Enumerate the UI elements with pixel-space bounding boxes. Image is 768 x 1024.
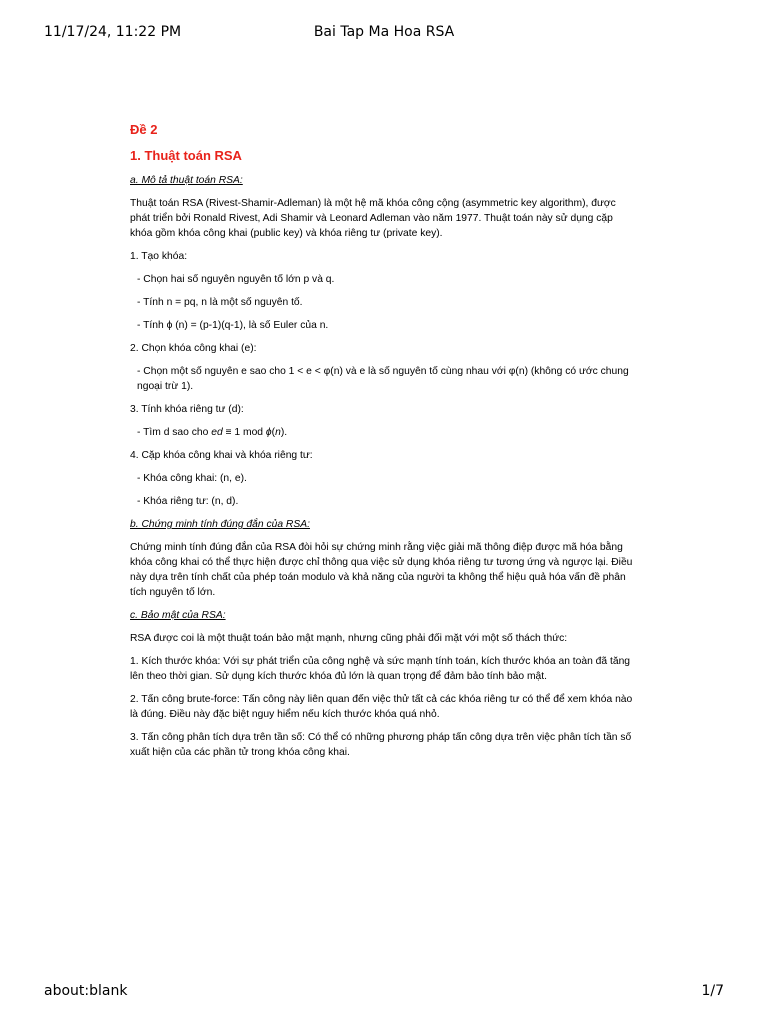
step4-item-1: - Khóa công khai: (n, e). (137, 473, 247, 484)
correctness-paragraph: Chứng minh tính đúng đắn của RSA đòi hỏi sự chứng minh rằng việc giải mã thông điệp được mã hóa bằng khóa công khai có thể thực hiện được chỉ thông qua việc sử dụng khóa riêng tư tương ứng và ngược lại. Điều này dựa trên tính chất của phép toán modulo và khả năng của người ta không thể hiệu quả hóa vấn đề phân tích nguyên tố lớn. (130, 542, 633, 598)
step3-text-prefix: - Tìm d sao cho (137, 427, 212, 438)
security-item-2: 2. Tấn công brute-force: Tấn công này liên quan đến việc thử tất cả các khóa riêng tư có thể để xem khóa nào là đúng. Điều này đặc biệt nguy hiểm nếu kích thước khóa quá nhỏ. (130, 694, 633, 720)
step2-item-1: - Chọn một số nguyên e sao cho 1 < e < φ(n) và e là số nguyên tố cùng nhau với φ(n) (không có ước chung ngoại trừ 1). (137, 366, 629, 392)
step1-item-3: - Tính ϕ (n) = (p-1)(q-1), là số Euler của n. (137, 320, 329, 331)
step4-heading: 4. Cặp khóa công khai và khóa riêng tư: (130, 450, 313, 461)
subsection-a-heading: a. Mô tả thuật toán RSA: (130, 175, 243, 186)
step3-phi: ϕ (265, 427, 272, 438)
step4-item-2: - Khóa riêng tư: (n, d). (137, 496, 239, 507)
step3-heading: 3. Tính khóa riêng tư (d): (130, 404, 244, 415)
step3-text-mid: ≡ 1 mod (222, 427, 266, 438)
subsection-c-heading: c. Bảo mật của RSA: (130, 610, 226, 621)
print-footer (0, 983, 768, 1003)
print-datetime: 11/17/24, 11:22 PM (44, 24, 182, 40)
step1-heading: 1. Tạo khóa: (130, 251, 188, 262)
page-number: 1/7 (701, 983, 724, 999)
step3-paren-close: ). (280, 427, 288, 438)
print-url: about:blank (44, 983, 128, 999)
step1-item-1: - Chọn hai số nguyên nguyên tố lớn p và q. (137, 274, 335, 285)
step1-item-2: - Tính n = pq, n là một số nguyên tố. (137, 297, 303, 308)
step2-heading: 2. Chọn khóa công khai (e): (130, 343, 257, 354)
subsection-b-heading: b. Chứng minh tính đúng đắn của RSA: (130, 519, 310, 530)
step3-ed: ed (211, 427, 223, 438)
rsa-intro-paragraph: Thuật toán RSA (Rivest-Shamir-Adleman) là một hệ mã khóa công cộng (asymmetric key algorithm), được phát triển bởi Ronald Rivest, Adi Shamir và Leonard Adleman vào năm 1977. Thuật toán này sử dụng cặp khóa gồm khóa công khai (public key) và khóa riêng tư (private key). (130, 198, 616, 239)
step3-item-1 (130, 425, 635, 440)
step3-paren-open: ( (271, 427, 276, 438)
document-body (130, 121, 635, 768)
security-item-1: 1. Kích thước khóa: Với sự phát triển của công nghệ và sức mạnh tính toán, kích thước khóa an toàn đã tăng lên theo thời gian. Sử dụng kích thước khóa đủ lớn là quan trọng để đảm bảo tính bảo mật. (130, 656, 631, 682)
print-title: Bai Tap Ma Hoa RSA (313, 24, 455, 40)
section-heading: 1. Thuật toán RSA (130, 148, 242, 163)
security-item-3: 3. Tấn công phân tích dựa trên tần số: Có thể có những phương pháp tấn công dựa trên việc phân tích tần số xuất hiện của các phần tử trong khóa công khai. (130, 732, 632, 758)
print-header (0, 24, 768, 44)
step3-n: n (275, 427, 281, 438)
security-intro-paragraph: RSA được coi là một thuật toán bảo mật mạnh, nhưng cũng phải đối mặt với một số thách thức: (130, 633, 568, 644)
exam-title: Đề 2 (130, 122, 158, 137)
